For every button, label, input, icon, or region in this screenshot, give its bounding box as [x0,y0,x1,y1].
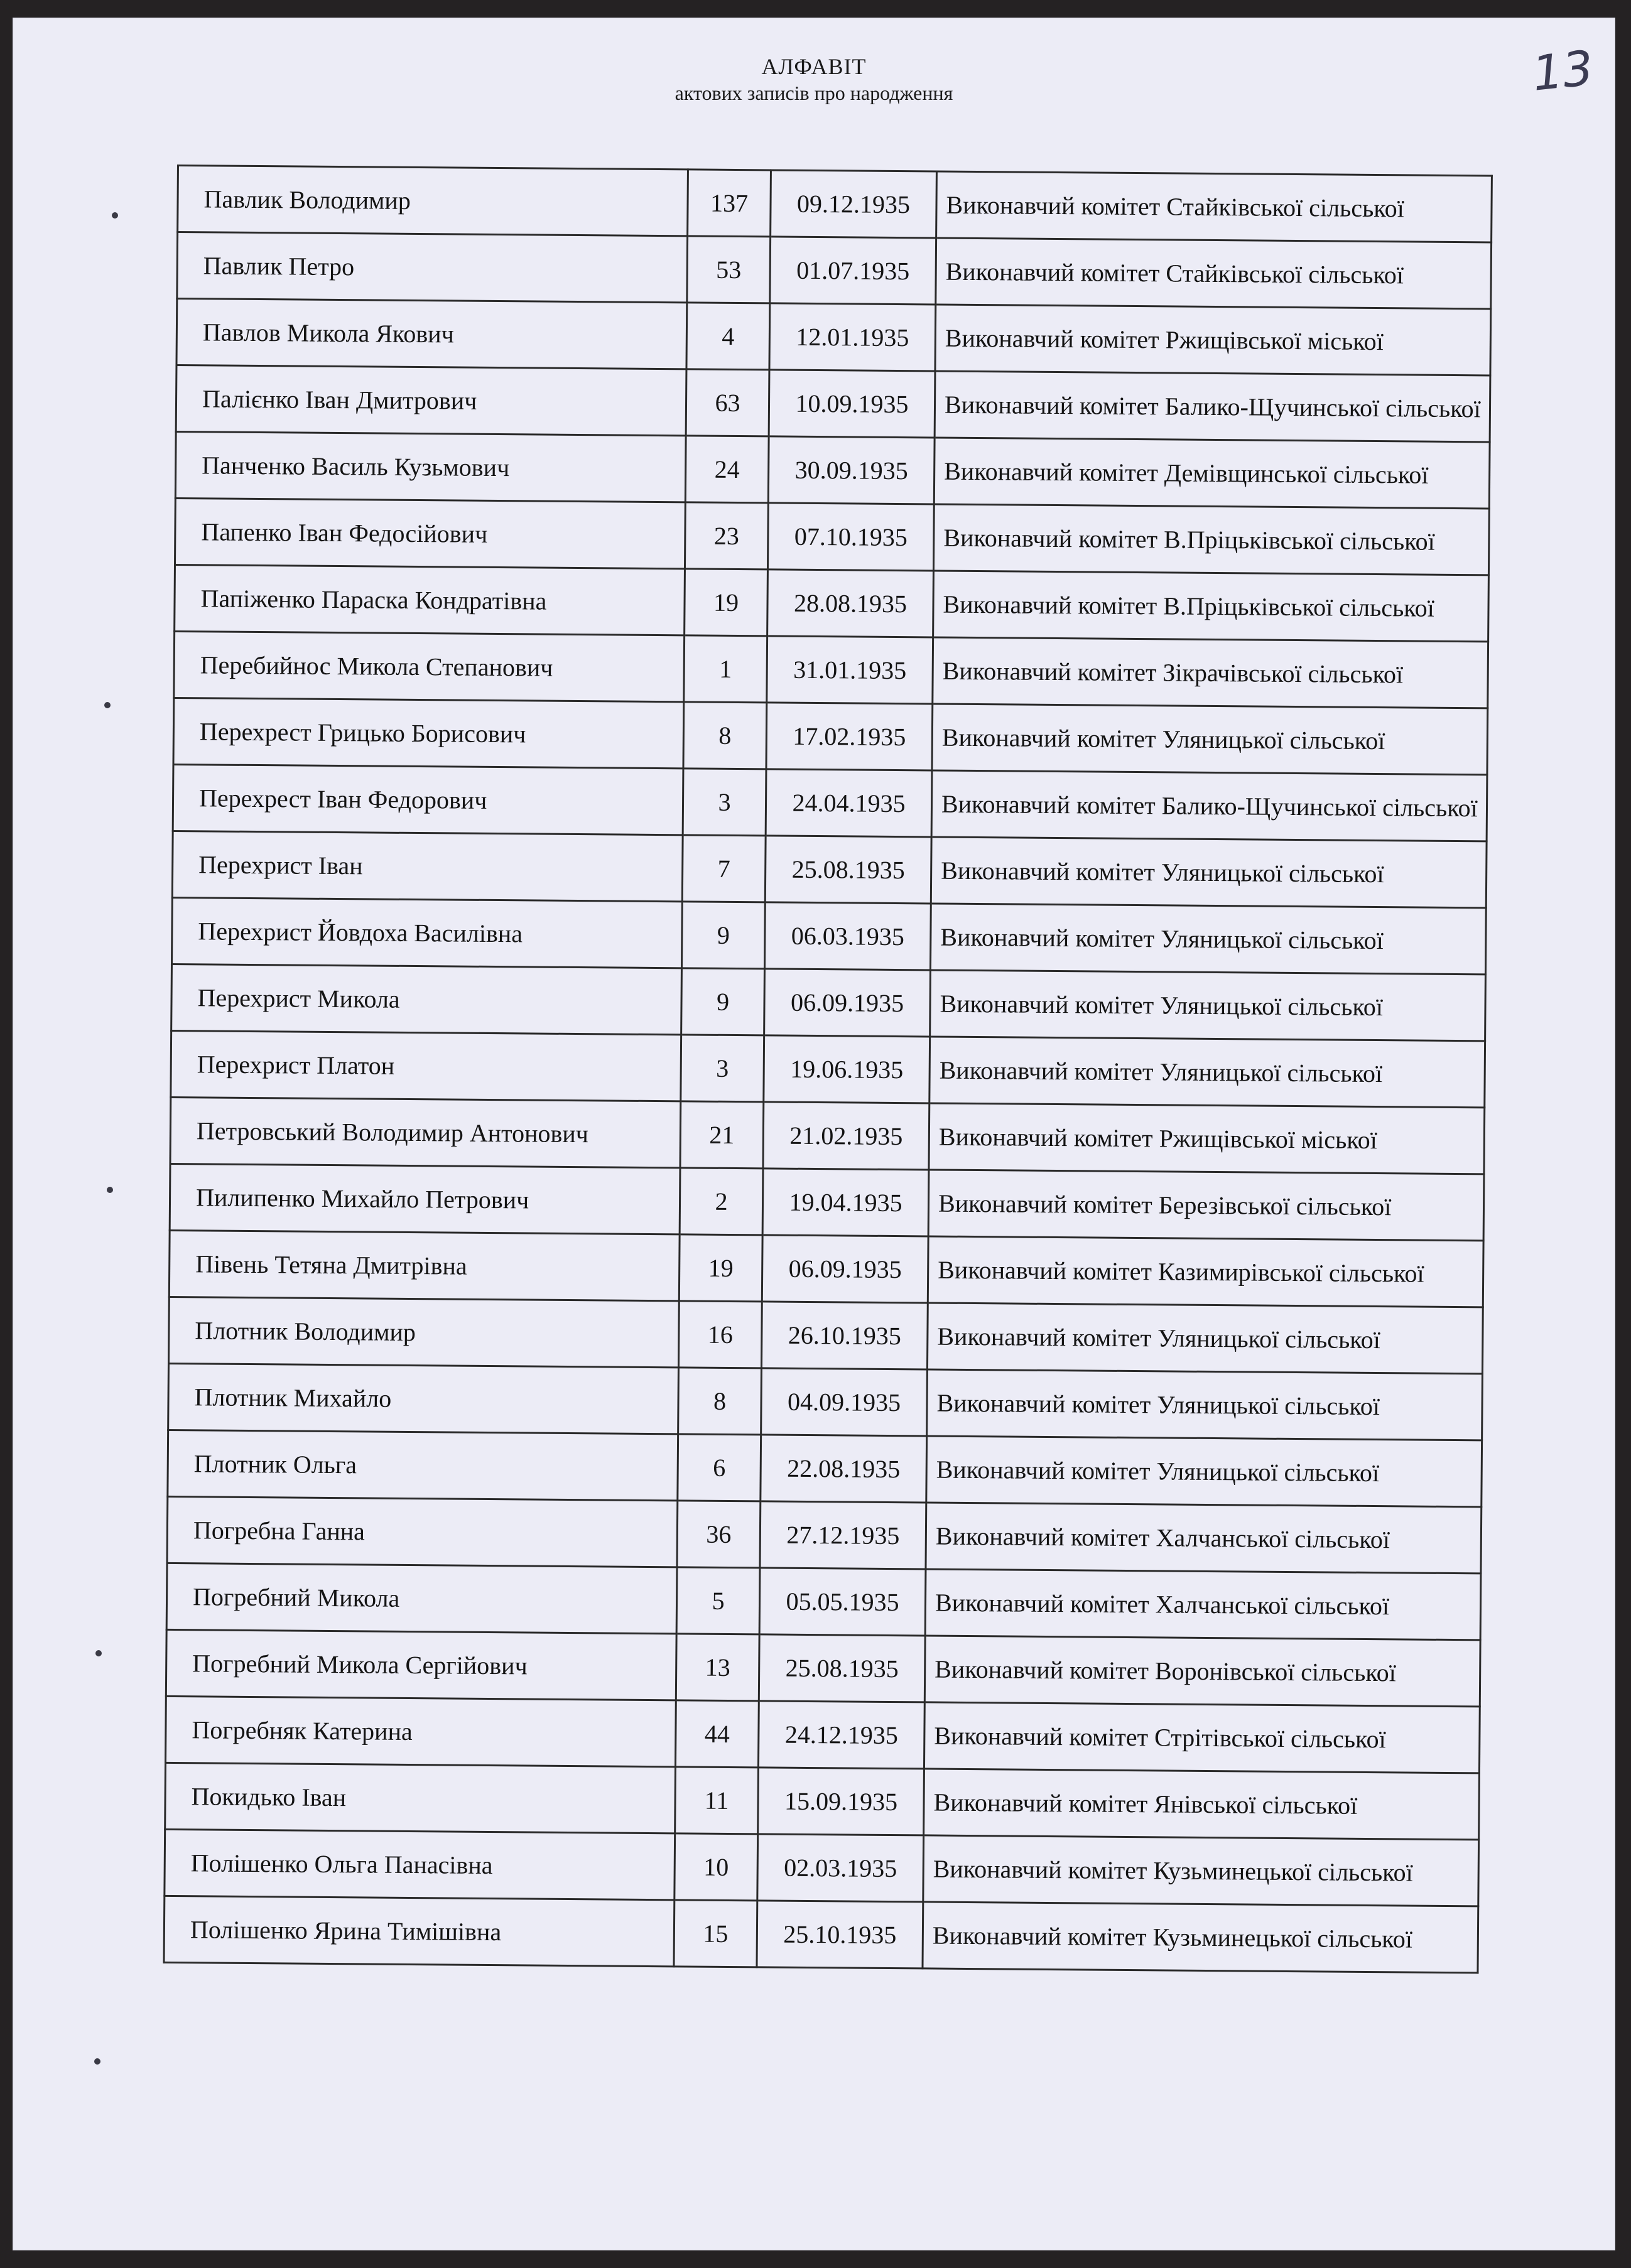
record-date: 24.04.1935 [766,769,932,837]
record-date: 22.08.1935 [761,1435,927,1503]
table-row [171,964,1486,1040]
record-office: Виконавчий комітет Халчанської сільської [926,1503,1482,1574]
record-name: Погребняк Катерина [166,1696,676,1766]
record-name: Перехрист Йовдоха Василівна [171,897,682,968]
record-number: 19 [685,569,768,636]
record-name: Папенко Іван Федосійович [175,498,685,568]
record-number: 53 [687,236,771,303]
table-row [168,1363,1483,1440]
record-name: Полішенко Ярина Тимішівна [164,1896,675,1966]
record-date: 19.06.1935 [764,1035,930,1103]
record-name: Папіженко Параска Кондратівна [175,564,685,635]
record-office: Виконавчий комітет В.Пріцьківської сільської [933,571,1489,642]
record-date: 10.09.1935 [769,370,935,438]
record-name: Павлик Володимир [178,166,688,236]
record-date: 17.02.1935 [766,703,933,770]
table-row [165,1829,1479,1906]
record-office: Виконавчий комітет Березівської сільської [928,1170,1484,1241]
handwritten-page-number: 13 [1529,40,1596,102]
record-number: 8 [678,1368,762,1435]
punch-hole-mark [95,1650,102,1656]
document-title: АЛФАВІТ [761,54,867,79]
record-name: Петровський Володимир Антонович [170,1097,681,1167]
record-date: 05.05.1935 [759,1568,926,1636]
record-name: Перехрист Платон [171,1030,681,1101]
record-name: Покидько Іван [165,1763,676,1833]
table-row [177,232,1492,309]
record-date: 27.12.1935 [760,1501,926,1569]
record-office: Виконавчий комітет Казимирівської сільської [928,1236,1483,1307]
record-number: 4 [686,303,770,370]
record-office: Виконавчий комітет Уляницької сільської [930,970,1486,1041]
record-number: 2 [680,1168,763,1235]
record-number: 6 [678,1434,761,1501]
record-number: 11 [675,1767,759,1834]
birth-records-table [163,165,1492,1974]
table-row [169,1230,1483,1307]
table-row [166,1563,1481,1639]
table-row [171,897,1486,974]
record-name: Перехрист Іван [172,831,683,901]
record-name: Півень Тетяна Дмитрівна [169,1230,680,1300]
table-row [175,564,1489,641]
record-date: 26.10.1935 [761,1302,928,1369]
record-office: Виконавчий комітет Уляницької сільської [927,1303,1483,1374]
table-row [171,1030,1485,1107]
record-name: Плотник Ольга [168,1430,678,1500]
table-row [169,1297,1483,1373]
record-number: 63 [686,369,769,436]
record-number: 3 [681,1035,764,1102]
table-row [168,1430,1482,1506]
record-date: 09.12.1935 [771,170,937,238]
record-date: 01.07.1935 [770,237,936,305]
record-name: Погребна Ганна [167,1496,678,1567]
record-date: 02.03.1935 [757,1834,924,1902]
record-number: 16 [678,1301,762,1368]
record-office: Виконавчий комітет Зікрачівської сільської [933,637,1488,708]
record-office: Виконавчий комітет Уляницької сільської [929,1037,1485,1108]
record-date: 25.10.1935 [757,1901,923,1968]
record-date: 06.09.1935 [764,969,931,1037]
table-row [166,1696,1480,1773]
record-date: 25.08.1935 [765,836,931,904]
table-row [165,1763,1480,1839]
record-office: Виконавчий комітет Уляницької сільської [927,1369,1483,1440]
record-office: Виконавчий комітет В.Пріцьківської сільської [933,504,1489,575]
record-date: 24.12.1935 [758,1701,924,1769]
record-date: 07.10.1935 [767,503,934,571]
table-row [166,1629,1480,1706]
record-office: Виконавчий комітет Уляницької сільської [931,837,1487,908]
record-number: 8 [683,702,767,769]
record-name: Перехрест Іван Федорович [173,764,683,834]
document-page [13,18,1615,2250]
record-name: Панченко Василь Кузьмович [175,431,686,502]
record-office: Виконавчий комітет Уляницької сільської [926,1436,1482,1507]
table-row [164,1896,1478,1972]
record-number: 21 [680,1101,764,1169]
record-name: Плотник Михайло [168,1363,679,1434]
punch-hole-mark [112,212,118,219]
record-number: 5 [676,1567,760,1634]
record-name: Погребний Микола [166,1563,677,1633]
record-number: 9 [681,902,765,969]
record-date: 15.09.1935 [758,1768,924,1835]
record-name: Павлик Петро [177,232,688,303]
record-number: 7 [682,835,766,902]
record-number: 36 [677,1501,761,1568]
record-office: Виконавчий комітет Стрітівської сільської [924,1702,1480,1773]
record-office: Виконавчий комітет Балико-Щучинської сільської [935,371,1490,442]
record-date: 21.02.1935 [763,1102,929,1170]
table-row [178,166,1492,242]
record-number: 44 [675,1700,759,1768]
record-number: 3 [683,769,766,836]
record-date: 28.08.1935 [767,570,934,637]
record-number: 10 [675,1833,758,1901]
record-office: Виконавчий комітет Кузьминецької сільської [923,1902,1478,1973]
table-row [176,299,1491,375]
record-number: 24 [685,436,769,503]
record-number: 9 [681,968,765,1035]
table-row [174,631,1488,708]
record-date: 25.08.1935 [759,1634,925,1702]
record-name: Перехрест Грицько Борисович [173,698,684,768]
table-row [170,1164,1484,1240]
record-date: 04.09.1935 [761,1368,928,1436]
record-office: Виконавчий комітет Халчанської сільської [925,1569,1481,1640]
table-row [173,698,1488,774]
record-date: 06.03.1935 [764,902,931,970]
table-row [172,831,1487,907]
record-date: 12.01.1935 [769,303,936,371]
record-office: Виконавчий комітет Воронівської сільської [924,1636,1480,1707]
record-office: Виконавчий комітет Стайківської сільської [936,238,1492,309]
document-subtitle: актових записів про народження [675,82,953,104]
record-name: Пилипенко Михайло Петрович [170,1164,680,1234]
record-date: 19.04.1935 [762,1169,929,1236]
record-office: Виконавчий комітет Янівської сільської [924,1769,1480,1840]
table-row [170,1097,1485,1174]
record-office: Виконавчий комітет Уляницької сільської [932,704,1488,775]
table-row [173,764,1487,841]
record-number: 137 [688,170,771,237]
record-date: 31.01.1935 [767,636,933,704]
record-office: Виконавчий комітет Балико-Щучинської сільської [931,770,1487,841]
table-row [175,498,1489,575]
record-name: Палієнко Іван Дмитрович [176,365,686,436]
record-number: 13 [676,1634,759,1701]
record-number: 19 [679,1234,762,1302]
record-name: Полішенко Ольга Панасівна [165,1829,675,1899]
punch-hole-mark [104,702,111,708]
table-row [175,431,1490,508]
record-office: Виконавчий комітет Кузьминецької сільської [923,1835,1479,1906]
punch-hole-mark [107,1187,113,1193]
record-number: 23 [685,502,768,570]
punch-hole-mark [94,2058,100,2065]
record-number: 1 [684,635,767,703]
record-date: 30.09.1935 [768,436,935,504]
document-header [13,53,1615,105]
record-office: Виконавчий комітет Уляницької сільської [930,904,1486,975]
record-date: 06.09.1935 [762,1235,928,1303]
record-number: 15 [674,1900,757,1967]
record-name: Перехрист Микола [171,964,682,1034]
table-row [167,1496,1482,1573]
record-name: Плотник Володимир [169,1297,680,1367]
table-row [176,365,1490,442]
record-name: Перебийнос Микола Степанович [174,631,685,701]
record-name: Павлов Микола Якович [176,299,687,369]
record-office: Виконавчий комітет Стайківської сільської [936,171,1492,242]
record-name: Погребний Микола Сергійович [166,1629,676,1700]
record-office: Виконавчий комітет Ржищівської міської [929,1103,1485,1174]
record-office: Виконавчий комітет Демівщинської сільської [934,438,1490,509]
record-office: Виконавчий комітет Ржищівської міської [935,305,1491,375]
